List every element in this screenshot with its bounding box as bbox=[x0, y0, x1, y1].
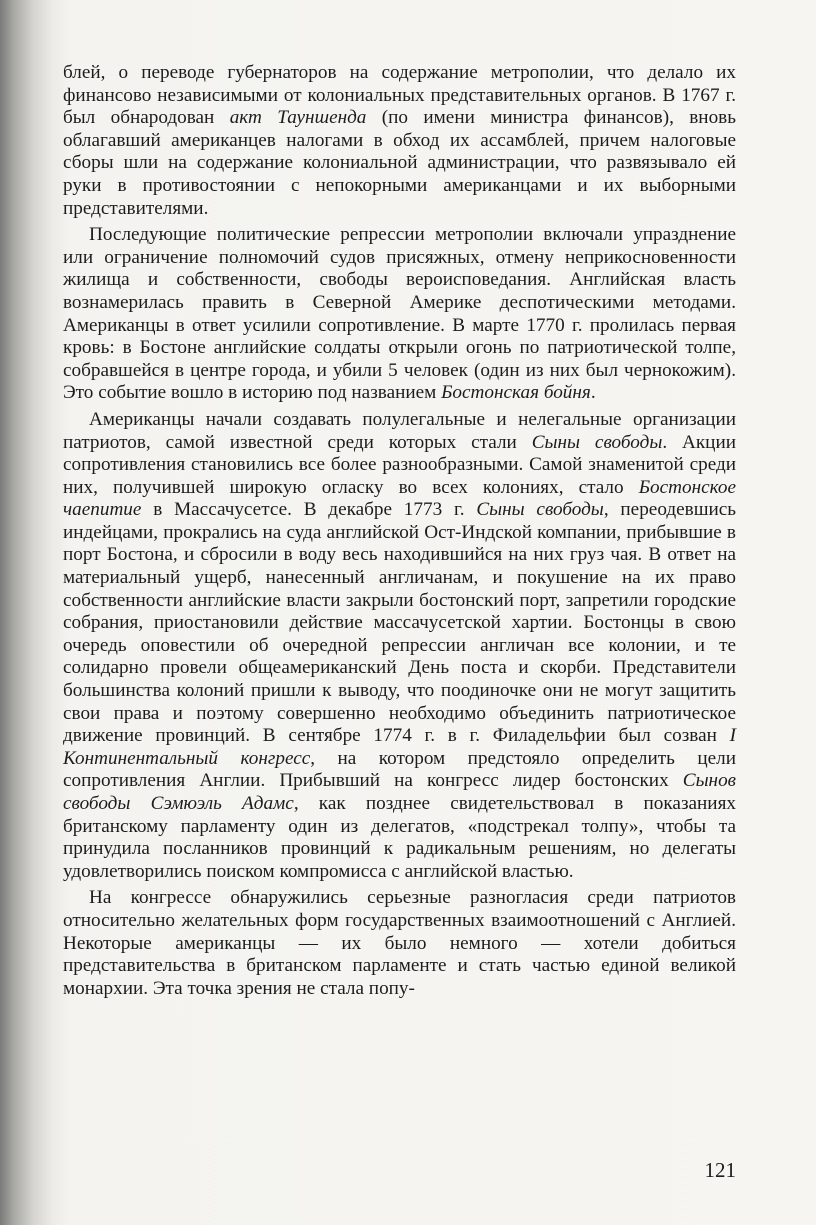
text-segment: , переодевшись индейцами, прокрались на суда английской Ост-Индской компании, прибывшие в порт Бостона, и сбросили в воду весь находившийся на них груз чая. В ответ на материальный ущерб, нанесенный англичанам, и покушение на их право собственности английские власти закрыли бостонский порт, запретили городские собрания, приостановили действие массачусетской хартии. Бостонцы в свою очередь оповестили об очередной репрессии англичан все колонии, и те солидарно провели общеамериканский День поста и скорби. Представители большинства колоний пришли к выводу, что поодиночке они не могут защитить свои права и поэтому совершенно необходимо объединить патриотическое движение провинций. В сентябре 1774 г. в г. Филадельфии был созван bbox=[63, 499, 737, 747]
italic-term-townshend-act: акт Тауншенда bbox=[229, 107, 367, 129]
italic-term-continental-congress: I Континентальный конгресс bbox=[63, 725, 736, 769]
text-segment: Последующие политические репрессии метрополии включали упразднение или ограничение полномочий судов присяжных, отмену неприкосновенности жилища и собственности, свободы вероисповедания. Английская власть вознамерилась править в Северной Америке деспотическими методами. Американцы в ответ усилили сопротивление. В марте 1770 г. пролилась первая кровь: в Бостоне английские солдаты открыли огонь по патриотической толпе, собравшейся в центре города, и убили 5 человек (один из них был чернокожим). Это событие вошло в историю под названием bbox=[63, 224, 736, 404]
text-segment: На конгрессе обнаружились серьезные разногласия среди патриотов относительно желательных форм государственных взаимоотношений с Англией. Некоторые американцы — их было немного — хотели добиться представительства в британском парламенте и стать частью единой великой монархии. Эта точка зрения не стала попу- bbox=[63, 887, 736, 999]
italic-term-samuel-adams: Сынов свободы Сэмюэль Адамс bbox=[63, 770, 736, 814]
paragraph-4 bbox=[63, 887, 736, 1000]
italic-term-boston-massacre: Бостонская бойня bbox=[441, 382, 591, 404]
body-text bbox=[63, 62, 736, 1004]
text-segment: в Массачусетсе. В декабре 1773 г. bbox=[141, 499, 477, 521]
italic-term-sons-of-liberty: Сыны свободы bbox=[476, 499, 604, 521]
text-segment: . Акции сопротивления становились все более разнообразными. Самой знаменитой среди них, получившей широкую огласку во всех колониях, стало bbox=[63, 431, 736, 498]
text-segment: блей, о переводе губернаторов на содержание метрополии, что делало их финансово независимыми от колониальных представительных органов. В 1767 г. был обнародован bbox=[63, 62, 736, 129]
paragraph-3 bbox=[63, 409, 736, 883]
text-segment: , как позднее свидетельствовал в показаниях британскому парламенту один из делегатов, «подстрекал толпу», чтобы та принудила посланников провинций к радикальным решениям, но делегаты удовлетворились поиском компромисса с английской властью. bbox=[63, 793, 736, 882]
paragraph-2 bbox=[63, 224, 736, 405]
text-segment: (по имени министра финансов), вновь облагавший американцев налогами в обход их ассамблей, причем налоговые сборы шли на содержание колониальной администрации, что развязывало ей руки в противостоянии с непокорными американцами и их выборными представителями. bbox=[63, 107, 736, 219]
text-segment: Американцы начали создавать полулегальные и нелегальные организации патриотов, самой известной среди которых стали bbox=[63, 408, 736, 453]
paragraph-1 bbox=[63, 62, 736, 220]
page-number: 121 bbox=[704, 1158, 736, 1182]
text-segment: . bbox=[590, 382, 596, 404]
text-segment: , на котором предстояло определить цели сопротивления Англии. Прибывший на конгресс лидер бостонских bbox=[63, 747, 737, 792]
italic-term-sons-of-liberty: Сыны свободы bbox=[531, 431, 663, 453]
italic-term-boston-tea-party: Бостонское чаепитие bbox=[63, 476, 736, 521]
